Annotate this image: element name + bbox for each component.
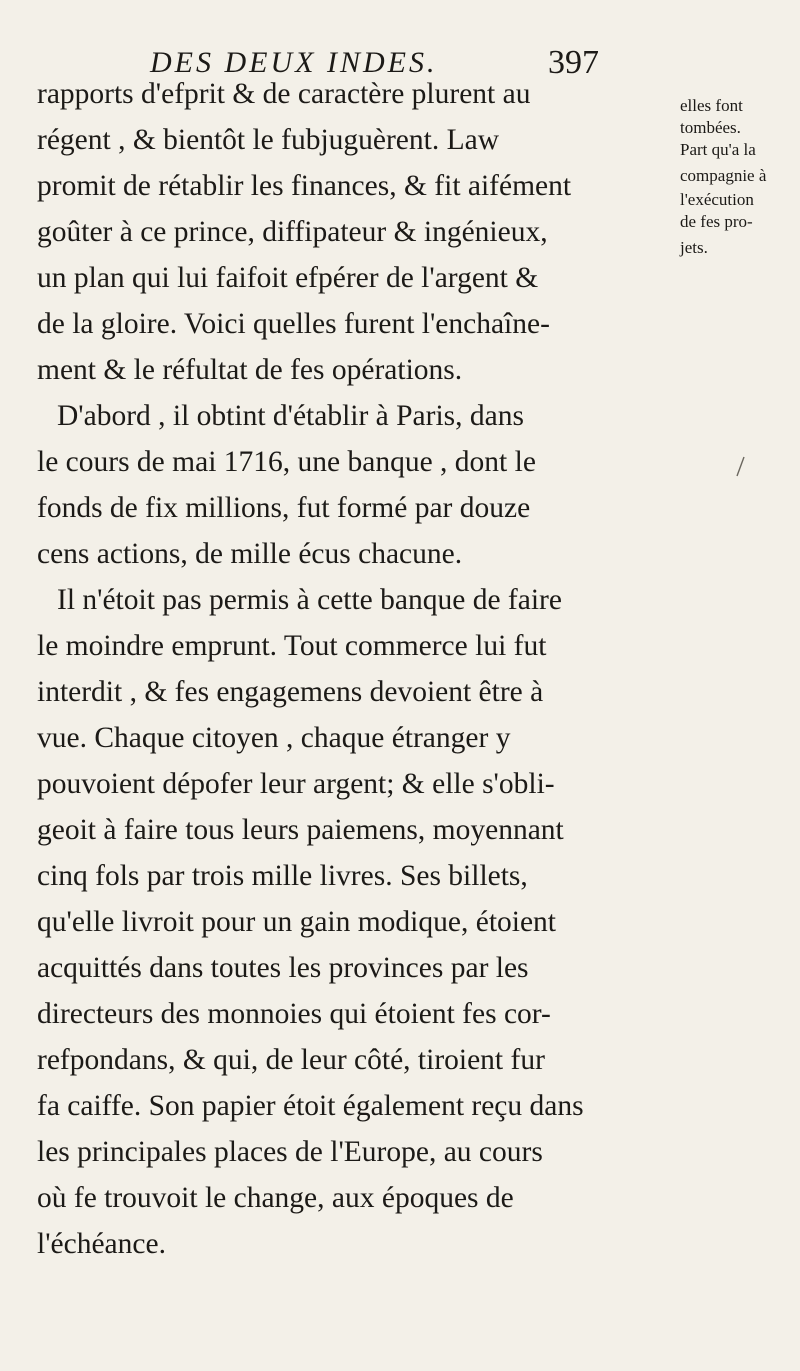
text-line: fonds de fix millions, fut formé par douze	[37, 492, 531, 524]
text-line: où fe trouvoit le change, aux époques de	[37, 1182, 514, 1214]
margin-note-line: l'exécution	[680, 190, 754, 209]
text-line: cens actions, de mille écus chacune.	[37, 538, 463, 570]
text-line: acquittés dans toutes les provinces par les	[37, 952, 529, 984]
ink-speck-mark	[733, 454, 747, 480]
text-line: cinq fols par trois mille livres. Ses billets,	[37, 860, 528, 892]
text-line: geoit à faire tous leurs paiemens, moyennant	[37, 814, 564, 846]
text-line: les principales places de l'Europe, au cours	[37, 1136, 543, 1168]
page-number: 397	[548, 44, 599, 81]
text-line: ment & le réfultat de fes opérations.	[37, 354, 463, 386]
text-line: rapports d'efprit & de caractère plurent au	[37, 78, 531, 110]
text-line: de la gloire. Voici quelles furent l'enchaîne-	[37, 308, 550, 340]
paragraph-first-line: Il n'étoit pas permis à cette banque de faire	[57, 584, 562, 616]
paragraph-first-line: D'abord , il obtint d'établir à Paris, dans	[57, 400, 524, 432]
text-line: interdit , & fes engagemens devoient être à	[37, 676, 544, 708]
text-line: pouvoient dépofer leur argent; & elle s'obli-	[37, 768, 555, 800]
text-line: fa caiffe. Son papier étoit également reçu dans	[37, 1090, 584, 1122]
margin-note-line: de fes pro-	[680, 212, 753, 231]
margin-note-line: compagnie à	[680, 166, 767, 185]
text-line: l'échéance.	[37, 1228, 166, 1260]
running-title: DES DEUX INDES.	[150, 46, 438, 79]
text-line: régent , & bientôt le fubjuguèrent. Law	[37, 124, 500, 156]
text-line: le moindre emprunt. Tout commerce lui fut	[37, 630, 547, 662]
text-line: directeurs des monnoies qui étoient fes cor-	[37, 998, 551, 1030]
text-line: promit de rétablir les finances, & fit aifément	[37, 170, 572, 202]
margin-note-line: Part qu'a la	[680, 140, 756, 159]
text-line: goûter à ce prince, diffipateur & ingénieux,	[37, 216, 548, 248]
margin-note-line: jets.	[680, 238, 708, 257]
text-line: un plan qui lui faifoit efpérer de l'argent &	[37, 262, 539, 294]
text-line: vue. Chaque citoyen , chaque étranger y	[37, 722, 511, 754]
text-line: refpondans, & qui, de leur côté, tiroient fur	[37, 1044, 545, 1076]
text-line: qu'elle livroit pour un gain modique, étoient	[37, 906, 557, 938]
margin-note-line: tombées.	[680, 118, 741, 137]
margin-note-line: elles font	[680, 96, 743, 115]
text-line: le cours de mai 1716, une banque , dont le	[37, 446, 536, 478]
